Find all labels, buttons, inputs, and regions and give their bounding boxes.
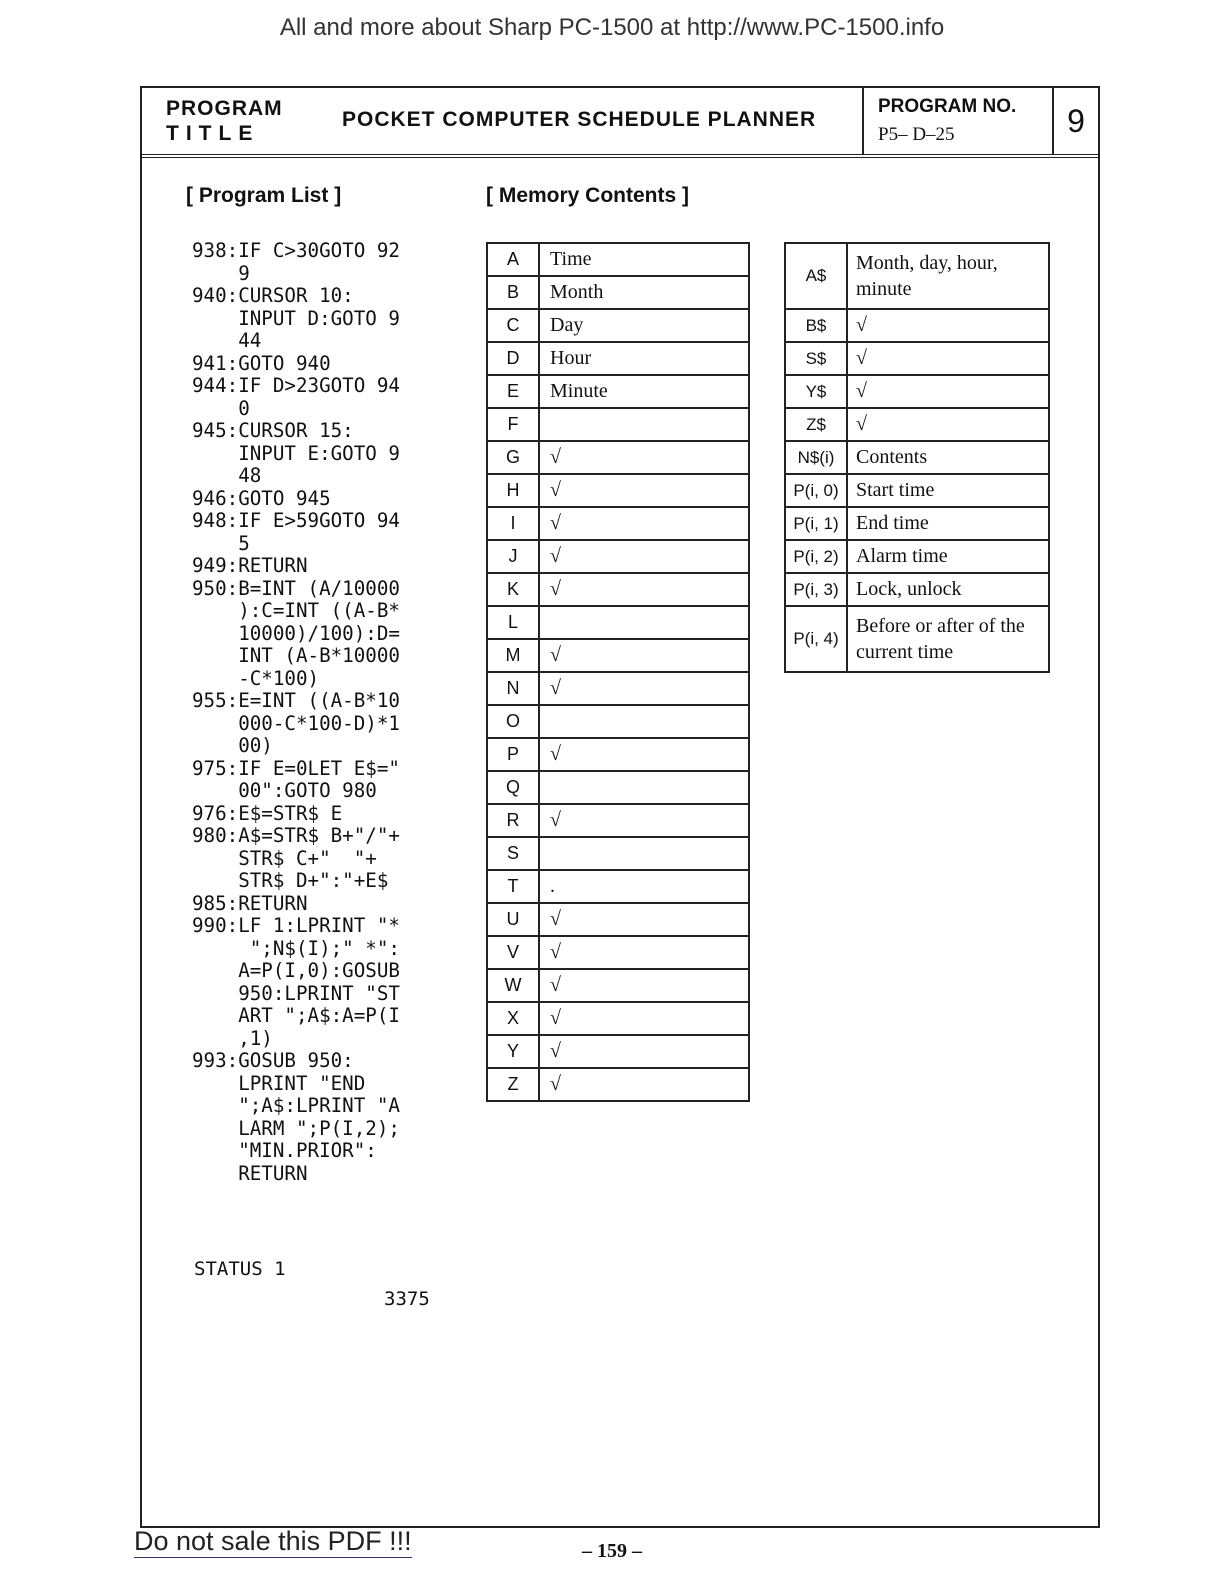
label-line2: TITLE — [166, 122, 260, 145]
variable-content: Hour — [539, 342, 749, 375]
variable-name: P(i, 4) — [785, 606, 847, 672]
variable-name: S — [487, 837, 539, 870]
variable-name: E — [487, 375, 539, 408]
program-number: P5– D–25 — [878, 124, 955, 145]
program-index: 9 — [1052, 88, 1098, 154]
variable-row — [487, 408, 749, 441]
variable-row — [487, 870, 749, 903]
variable-name: I — [487, 507, 539, 540]
variable-content: √ — [539, 804, 749, 837]
variable-name: P(i, 0) — [785, 474, 847, 507]
status-value: 3375 — [384, 1288, 430, 1310]
array-row — [785, 375, 1049, 408]
variable-name: P — [487, 738, 539, 771]
variable-content: √ — [539, 1068, 749, 1101]
array-row — [785, 342, 1049, 375]
variable-content: √ — [539, 903, 749, 936]
variable-name: K — [487, 573, 539, 606]
variables-table — [486, 242, 750, 1102]
variable-row — [487, 1002, 749, 1035]
variable-name: Y — [487, 1035, 539, 1068]
variable-name: P(i, 1) — [785, 507, 847, 540]
variable-name: N$(i) — [785, 441, 847, 474]
program-title-label — [166, 96, 283, 146]
variable-content: Before or after of the current time — [847, 606, 1049, 672]
program-number-box — [862, 88, 1052, 154]
variable-name: G — [487, 441, 539, 474]
variable-name: X — [487, 1002, 539, 1035]
status-label: STATUS 1 — [194, 1258, 286, 1280]
variable-content: √ — [539, 738, 749, 771]
variable-content: √ — [539, 540, 749, 573]
variable-name: A — [487, 243, 539, 276]
variable-name: L — [487, 606, 539, 639]
variable-row — [487, 441, 749, 474]
variable-row — [487, 606, 749, 639]
variable-row — [487, 375, 749, 408]
variable-content — [539, 606, 749, 639]
variable-name: D — [487, 342, 539, 375]
title-block — [142, 88, 1098, 158]
variable-name: Z$ — [785, 408, 847, 441]
page-frame — [140, 86, 1100, 1528]
variable-content: Time — [539, 243, 749, 276]
variable-name: O — [487, 705, 539, 738]
variable-content: √ — [539, 474, 749, 507]
array-row — [785, 474, 1049, 507]
variable-content: Month — [539, 276, 749, 309]
array-row — [785, 243, 1049, 309]
variable-row — [487, 672, 749, 705]
variable-row — [487, 705, 749, 738]
variable-content: √ — [847, 408, 1049, 441]
program-title: POCKET COMPUTER SCHEDULE PLANNER — [342, 108, 817, 131]
variable-content — [539, 705, 749, 738]
variable-row — [487, 309, 749, 342]
variable-row — [487, 903, 749, 936]
variable-name: V — [487, 936, 539, 969]
variable-content: Contents — [847, 441, 1049, 474]
variable-content — [539, 771, 749, 804]
variable-content: √ — [539, 1035, 749, 1068]
variable-row — [487, 507, 749, 540]
variable-content: √ — [539, 672, 749, 705]
variable-content: √ — [847, 309, 1049, 342]
variable-row — [487, 969, 749, 1002]
variable-content: √ — [847, 342, 1049, 375]
variable-content: √ — [539, 969, 749, 1002]
variable-row — [487, 540, 749, 573]
variable-content: √ — [847, 375, 1049, 408]
variable-content — [539, 837, 749, 870]
memory-contents-heading: [ Memory Contents ] — [486, 184, 690, 207]
variable-name: W — [487, 969, 539, 1002]
variable-row — [487, 738, 749, 771]
variable-name: Z — [487, 1068, 539, 1101]
variable-content: √ — [539, 441, 749, 474]
variable-name: Y$ — [785, 375, 847, 408]
variable-name: P(i, 2) — [785, 540, 847, 573]
program-number-label: PROGRAM NO. — [878, 96, 1017, 117]
variable-name: U — [487, 903, 539, 936]
variable-content: Alarm time — [847, 540, 1049, 573]
array-row — [785, 540, 1049, 573]
variable-name: M — [487, 639, 539, 672]
variable-content: Month, day, hour, minute — [847, 243, 1049, 309]
variable-content: Minute — [539, 375, 749, 408]
variable-row — [487, 573, 749, 606]
array-row — [785, 441, 1049, 474]
variable-row — [487, 1068, 749, 1101]
variable-row — [487, 837, 749, 870]
variable-row — [487, 936, 749, 969]
variable-row — [487, 276, 749, 309]
array-row — [785, 309, 1049, 342]
variable-name: R — [487, 804, 539, 837]
variable-content: End time — [847, 507, 1049, 540]
variable-content: √ — [539, 936, 749, 969]
variable-content: Day — [539, 309, 749, 342]
array-row — [785, 408, 1049, 441]
variable-name: B — [487, 276, 539, 309]
variable-name: S$ — [785, 342, 847, 375]
label-line1: PROGRAM — [166, 97, 283, 120]
variable-name: T — [487, 870, 539, 903]
program-list-heading: [ Program List ] — [186, 184, 342, 207]
variable-name: H — [487, 474, 539, 507]
variable-row — [487, 1035, 749, 1068]
array-row — [785, 507, 1049, 540]
variable-name: F — [487, 408, 539, 441]
variable-name: P(i, 3) — [785, 573, 847, 606]
variable-name: C — [487, 309, 539, 342]
variable-row — [487, 771, 749, 804]
variable-row — [487, 474, 749, 507]
variable-content: √ — [539, 507, 749, 540]
status-readout — [194, 1254, 430, 1314]
variable-name: A$ — [785, 243, 847, 309]
page-number: – 159 – — [582, 1540, 642, 1562]
array-row — [785, 573, 1049, 606]
footer-notice: Do not sale this PDF !!! — [134, 1526, 412, 1556]
program-code-listing: 938:IF C>30GOTO 92 9 940:CURSOR 10: INPUT D:GOTO 9 44 941:GOTO 940 944:IF D>23GOTO 94 0 945:CURSOR 15: INPUT E:GOTO 9 48 946:GOTO 945 948:IF E>59GOTO 94 5 949:RETURN 950:B=INT (A/10000 ):C=INT ((A-B* 10000)/100):D= INT (A-B*10000 -C*100) 955:E=INT ((A-B*10 000-C*100-D)*1 00) 975:IF E=0LET E$=" 00":GOTO 980 976:E$=STR$ E 980:A$=STR$ B+"/"+ STR$ C+" "+ STR$ D+":"+E$ 985:RETURN 990:LF 1:LPRINT "* ";N$(I);" *": A=P(I,0):GOSUB 950:LPRINT "ST ART ";A$:A=P(I ,1) 993:GOSUB 950: LPRINT "END ";A$:LPRINT "A LARM ";P(I,2); "MIN.PRIOR": RETURN — [192, 239, 400, 1185]
array-row — [785, 606, 1049, 672]
variable-name: B$ — [785, 309, 847, 342]
variable-content: √ — [539, 639, 749, 672]
variable-content — [539, 408, 749, 441]
variable-content: Start time — [847, 474, 1049, 507]
variable-name: Q — [487, 771, 539, 804]
variable-name: J — [487, 540, 539, 573]
variable-content: Lock, unlock — [847, 573, 1049, 606]
variable-name: N — [487, 672, 539, 705]
variable-content: √ — [539, 1002, 749, 1035]
variable-content: √ — [539, 573, 749, 606]
variable-row — [487, 804, 749, 837]
header-note: All and more about Sharp PC-1500 at http://www.PC-1500.info — [279, 14, 945, 41]
variable-row — [487, 342, 749, 375]
variable-row — [487, 243, 749, 276]
arrays-table — [784, 242, 1050, 673]
variable-content: . — [539, 870, 749, 903]
variable-row — [487, 639, 749, 672]
